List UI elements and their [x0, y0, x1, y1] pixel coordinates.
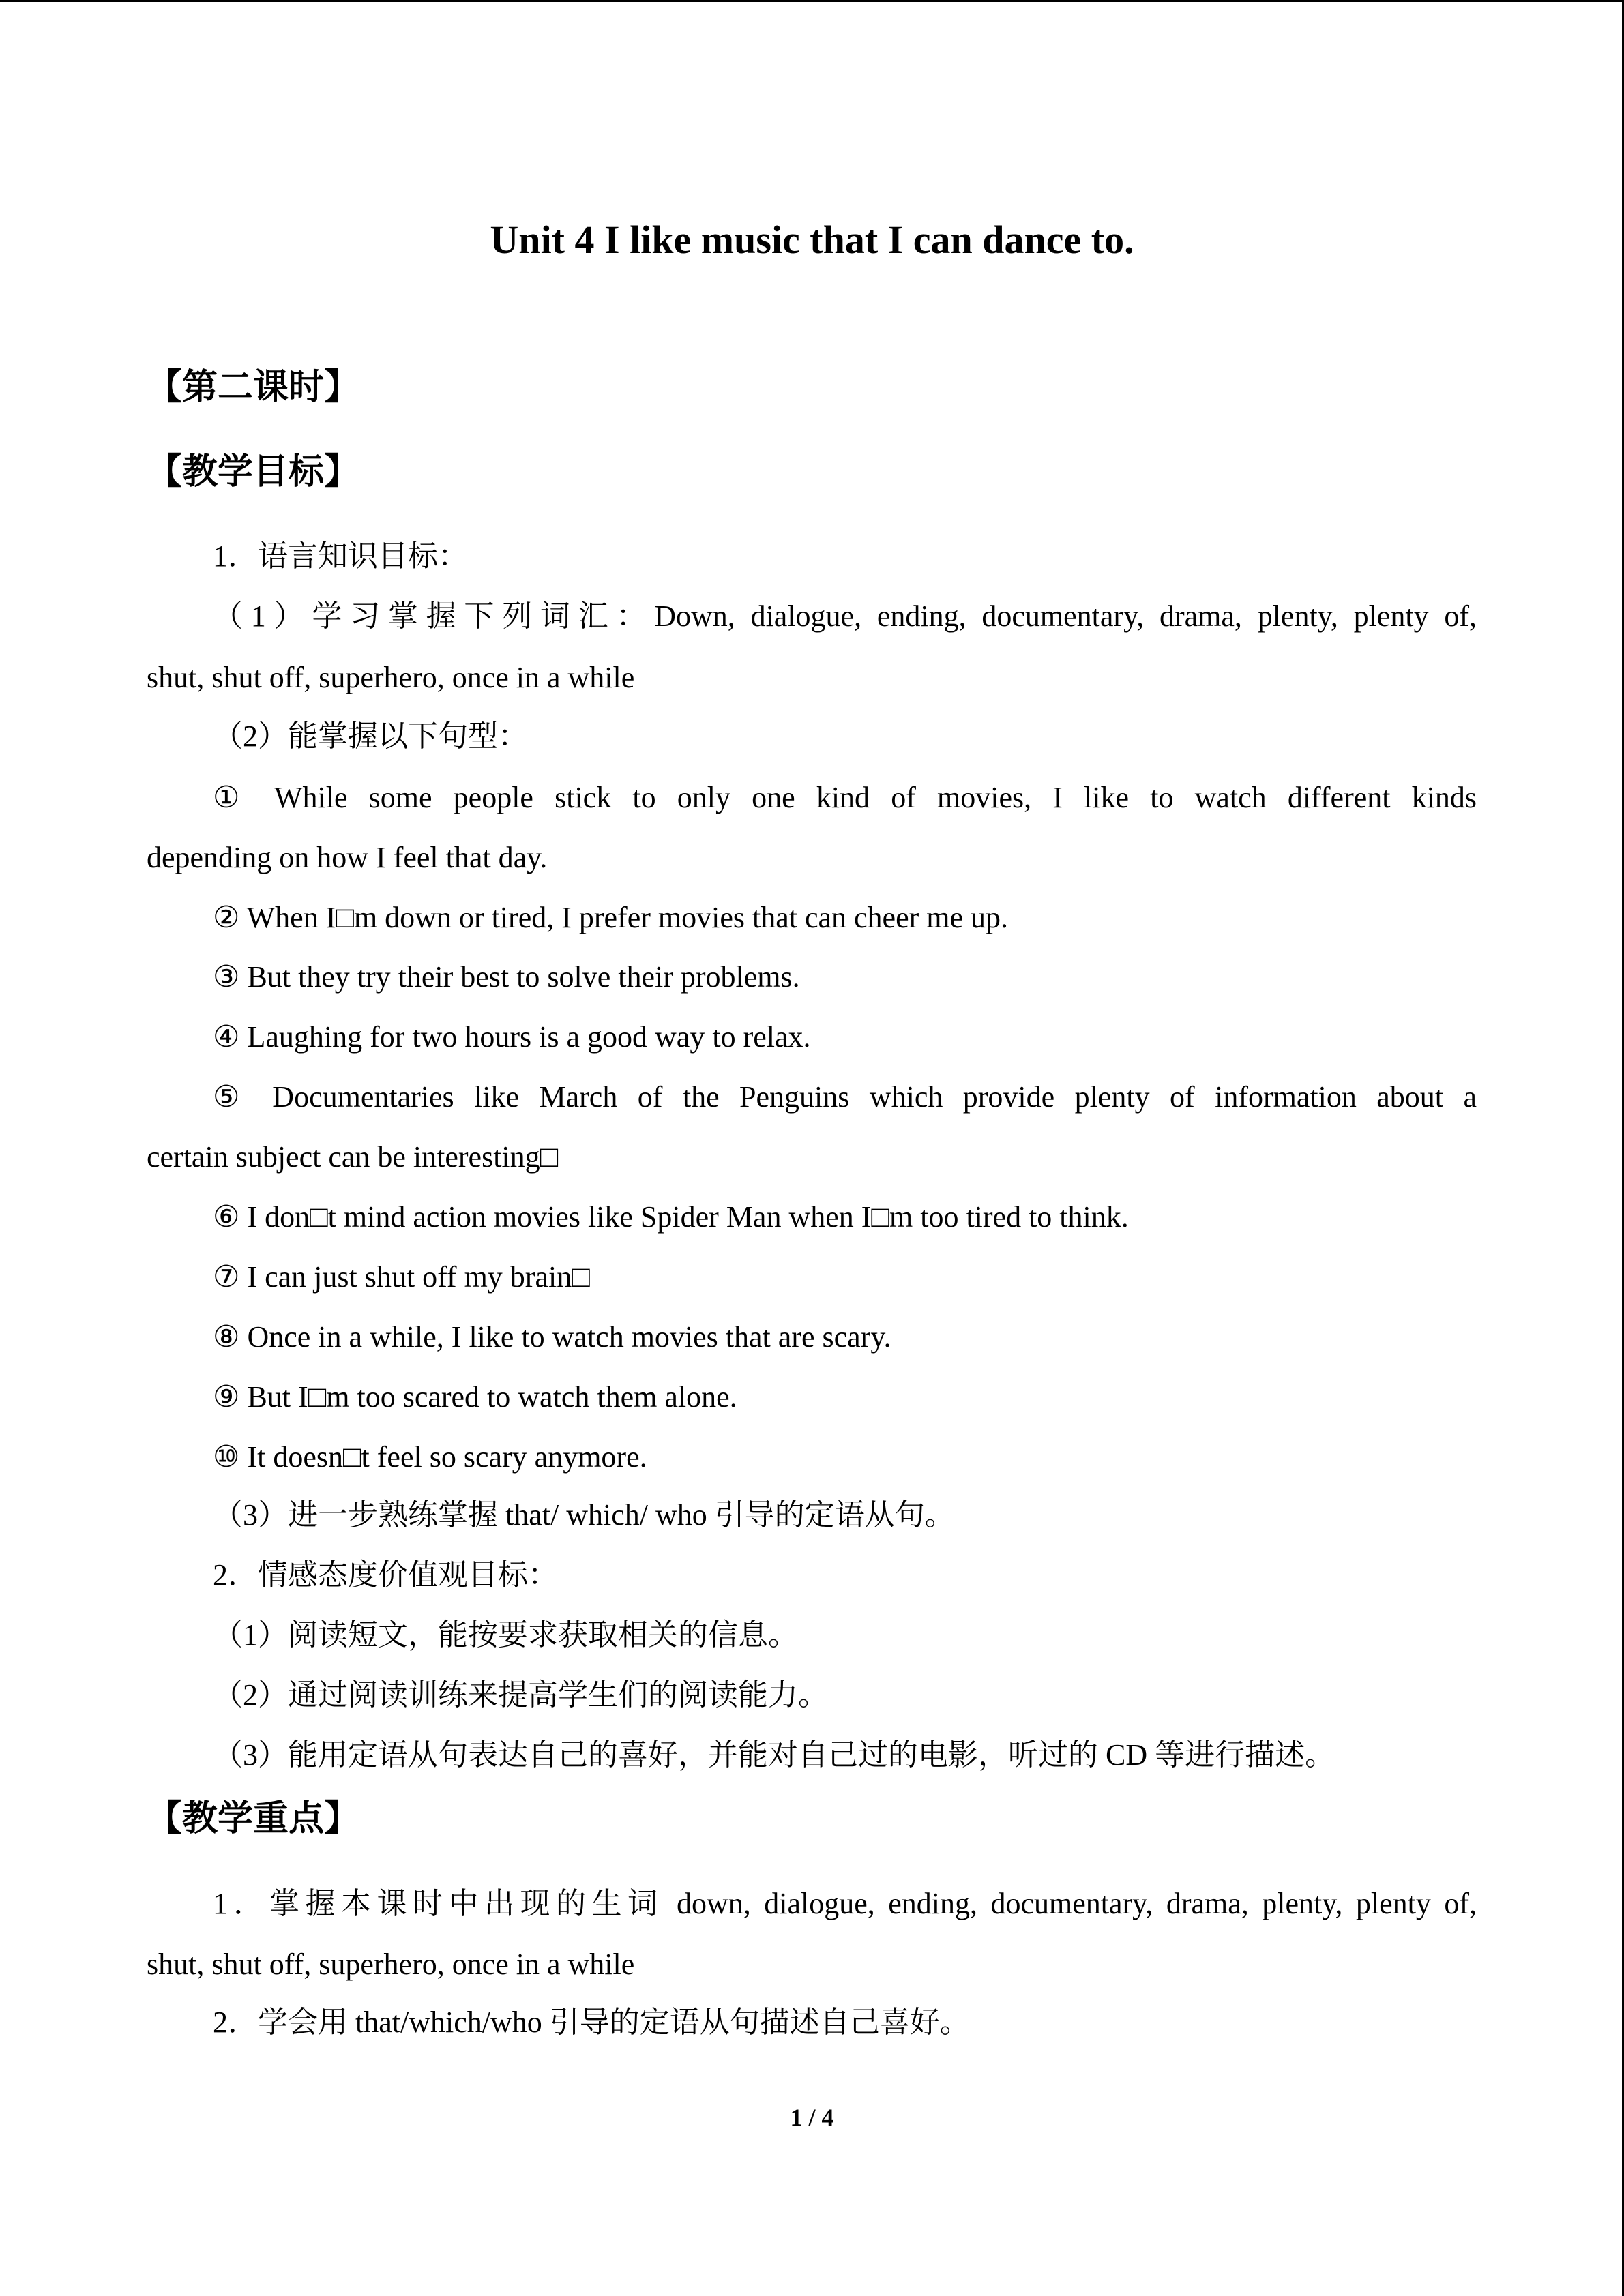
knowledge-objective-heading: 1．语言知识目标：: [213, 539, 468, 573]
vocab-line-1: （1）学习掌握下列词汇：Down, dialogue, ending, documentary, drama, plenty, plenty of,: [213, 599, 1477, 633]
sentence-5-line-2: certain subject can be interesting□: [147, 1140, 559, 1174]
sentence-5-line-1: ⑤ Documentaries like March of the Penguins which provide plenty of information about a: [213, 1080, 1477, 1114]
attributive-clause-objective: （3）进一步熟练掌握 that/ which/ who 引导的定语从句。: [213, 1498, 955, 1532]
sentence-6: ⑥ I don□t mind action movies like Spider Man when I□m too tired to think.: [213, 1200, 1129, 1234]
key-point-1-line-2: shut, shut off, superhero, once in a while: [147, 1948, 635, 1981]
vocab-line-2: shut, shut off, superhero, once in a while: [147, 661, 635, 694]
sentence-4: ④ Laughing for two hours is a good way to relax.: [213, 1020, 811, 1054]
sentence-pattern-heading: （2）能掌握以下句型：: [213, 719, 528, 753]
sentence-10: ⑩ It doesn□t feel so scary anymore.: [213, 1440, 647, 1474]
lesson-heading: 【第二课时】: [147, 368, 360, 407]
sentence-7: ⑦ I can just shut off my brain□: [213, 1260, 590, 1294]
sentence-3: ③ But they try their best to solve their problems.: [213, 960, 800, 994]
sentence-9: ⑨ But I□m too scared to watch them alone.: [213, 1380, 737, 1414]
sentence-2: ② When I□m down or tired, I prefer movies that can cheer me up.: [213, 901, 1009, 934]
emotion-objective-2: （2）通过阅读训练来提高学生们的阅读能力。: [213, 1678, 828, 1712]
sentence-8: ⑧ Once in a while, I like to watch movies that are scary.: [213, 1320, 891, 1354]
objectives-heading: 【教学目标】: [147, 453, 360, 492]
key-points-heading: 【教学重点】: [147, 1800, 360, 1838]
document-title: Unit 4 I like music that I can dance to.: [490, 218, 1134, 262]
emotion-objective-1: （1）阅读短文，能按要求获取相关的信息。: [213, 1618, 798, 1652]
page-number: 1 / 4: [790, 2104, 834, 2131]
emotion-objective-heading: 2．情感态度价值观目标：: [213, 1558, 558, 1592]
key-point-1-line-1: 1．掌握本课时中出现的生词 down, dialogue, ending, documentary, drama, plenty, plenty of,: [213, 1887, 1477, 1920]
emotion-objective-3: （3）能用定语从句表达自己的喜好，并能对自己过的电影，听过的 CD 等进行描述。: [213, 1738, 1335, 1772]
sentence-1-line-2: depending on how I feel that day.: [147, 841, 548, 874]
key-point-2: 2．学会用 that/which/who 引导的定语从句描述自己喜好。: [213, 2006, 970, 2039]
sentence-1-line-1: ① While some people stick to only one kind of movies, I like to watch different kinds: [213, 781, 1477, 814]
